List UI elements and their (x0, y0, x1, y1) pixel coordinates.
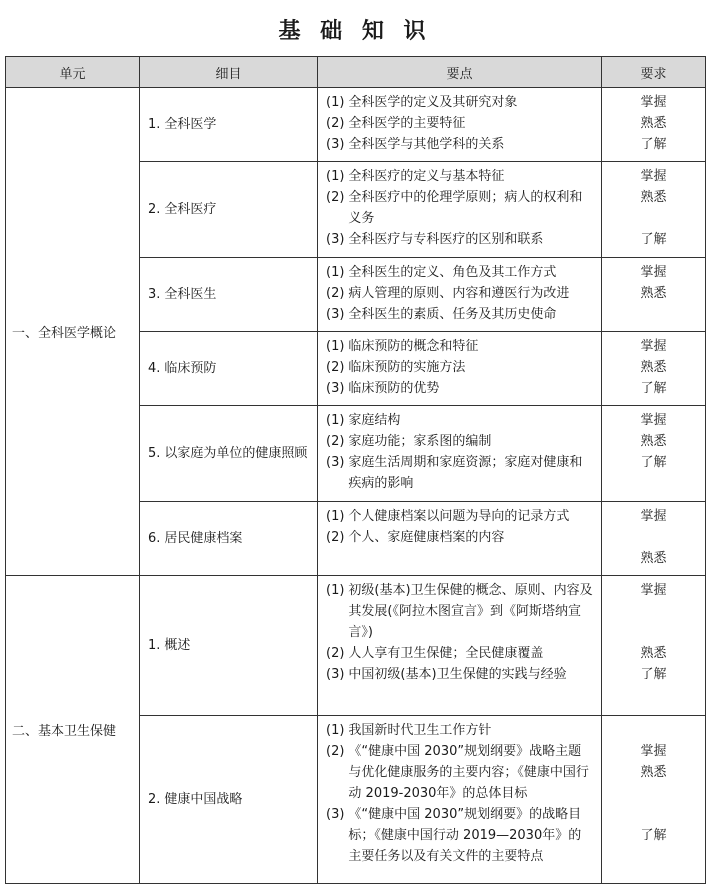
points-cell (318, 162, 602, 258)
point-number: (1) (326, 169, 345, 184)
point-number: (1) (326, 583, 345, 598)
item-entry (148, 358, 316, 380)
table-header-row (6, 57, 706, 88)
point-item (326, 187, 593, 229)
requirement-level: 掌握 (640, 169, 667, 184)
point-number: (3) (326, 381, 345, 396)
point-text: 临床预防的概念和特征 (348, 339, 479, 354)
table-row (6, 88, 706, 162)
item-number: 2. (148, 791, 161, 807)
item-entry (148, 199, 316, 221)
requirement-cell (602, 258, 706, 332)
requirement-level: 了解 (640, 667, 667, 682)
point-text: 病人管理的原则、内容和遵医行为改进 (348, 286, 570, 301)
requirement-level (603, 208, 704, 229)
point-item (326, 357, 593, 378)
point-number: (2) (326, 530, 345, 545)
requirement-level (603, 720, 704, 741)
point-item (326, 92, 593, 113)
requirement-level: 熟悉 (640, 116, 667, 131)
point-item (326, 741, 593, 804)
item-entry (148, 635, 316, 657)
point-number: (2) (326, 190, 345, 205)
point-text: 全科医学的主要特征 (348, 116, 466, 131)
table-body (6, 88, 706, 884)
header-requirement: 要求 (602, 57, 706, 88)
point-item (326, 527, 593, 548)
requirement-level (603, 622, 704, 643)
point-item (326, 283, 593, 304)
point-item (326, 720, 593, 741)
points-cell (318, 576, 602, 716)
point-number: (1) (326, 95, 345, 110)
point-text: 人人享有卫生保健；全民健康覆盖 (348, 646, 544, 661)
point-text: 家庭生活周期和家庭资源；家庭对健康和疾病的影响 (348, 455, 583, 491)
requirement-level: 掌握 (640, 744, 667, 759)
point-text: 家庭结构 (348, 413, 401, 428)
item-name: 概述 (164, 637, 191, 653)
point-number: (3) (326, 232, 345, 247)
item-number: 1. (148, 116, 161, 132)
table-row (6, 576, 706, 716)
point-text: 全科医疗的定义与基本特征 (348, 169, 505, 184)
points-cell (318, 502, 602, 576)
requirement-level: 掌握 (640, 265, 667, 280)
point-item (326, 134, 593, 155)
point-text: 全科医学的定义及其研究对象 (348, 95, 518, 110)
point-number: (2) (326, 646, 345, 661)
point-text: 《“健康中国 2030”规划纲要》的战略目标；《健康中国行动 2019—2030年》的主要任务以及有关文件的主要特点 (348, 807, 582, 864)
item-cell (140, 162, 318, 258)
point-number: (1) (326, 509, 345, 524)
header-item: 细目 (140, 57, 318, 88)
requirement-level: 了解 (640, 381, 667, 396)
point-text: 全科医疗与专科医疗的区别和联系 (348, 232, 544, 247)
syllabus-table (5, 56, 706, 884)
item-cell (140, 502, 318, 576)
item-cell (140, 88, 318, 162)
item-entry (148, 284, 316, 306)
point-number: (3) (326, 137, 345, 152)
requirement-level (603, 601, 704, 622)
requirement-level: 熟悉 (640, 286, 667, 301)
requirement-level: 掌握 (640, 509, 667, 524)
points-cell (318, 716, 602, 884)
point-text: 全科医疗中的伦理学原则；病人的权利和义务 (348, 190, 583, 226)
point-number: (1) (326, 413, 345, 428)
item-cell (140, 576, 318, 716)
point-number: (2) (326, 286, 345, 301)
point-number: (2) (326, 360, 345, 375)
item-number: 5. (148, 445, 161, 461)
requirement-cell (602, 576, 706, 716)
point-text: 全科医生的定义、角色及其工作方式 (348, 265, 557, 280)
requirement-level (603, 527, 704, 548)
point-item (326, 506, 593, 527)
point-item (326, 229, 593, 250)
item-name: 居民健康档案 (164, 530, 243, 546)
requirement-level (603, 783, 704, 804)
points-cell (318, 258, 602, 332)
item-cell (140, 258, 318, 332)
point-number: (2) (326, 744, 345, 759)
item-name: 全科医疗 (164, 201, 217, 217)
requirement-level: 熟悉 (640, 190, 667, 205)
point-number: (3) (326, 455, 345, 470)
item-name: 健康中国战略 (164, 791, 243, 807)
requirement-cell (602, 406, 706, 502)
point-number: (2) (326, 116, 345, 131)
item-entry (148, 443, 316, 465)
point-text: 个人、家庭健康档案的内容 (348, 530, 505, 545)
requirement-cell (602, 716, 706, 884)
point-item (326, 262, 593, 283)
points-cell (318, 406, 602, 502)
point-item (326, 643, 593, 664)
points-cell (318, 88, 602, 162)
point-number: (3) (326, 807, 345, 822)
points-cell (318, 332, 602, 406)
point-text: 家庭功能；家系图的编制 (348, 434, 492, 449)
point-item (326, 580, 593, 643)
requirement-cell (602, 502, 706, 576)
item-number: 1. (148, 637, 161, 653)
point-item (326, 452, 593, 494)
requirement-cell (602, 88, 706, 162)
point-item (326, 304, 593, 325)
point-text: 全科医生的素质、任务及其历史使命 (348, 307, 557, 322)
requirement-cell (602, 332, 706, 406)
item-number: 2. (148, 201, 161, 217)
point-number: (1) (326, 339, 345, 354)
point-number: (1) (326, 265, 345, 280)
page-title: 基 础 知 识 (278, 19, 432, 44)
point-item (326, 113, 593, 134)
requirement-level: 熟悉 (640, 434, 667, 449)
item-number: 3. (148, 286, 161, 302)
unit-cell (6, 88, 140, 576)
requirement-level: 了解 (640, 828, 667, 843)
unit-cell (6, 576, 140, 884)
point-text: 临床预防的实施方法 (348, 360, 466, 375)
point-item (326, 431, 593, 452)
point-item (326, 336, 593, 357)
point-text: 临床预防的优势 (348, 381, 440, 396)
item-cell (140, 716, 318, 884)
requirement-level: 掌握 (640, 339, 667, 354)
requirement-level: 了解 (640, 232, 667, 247)
item-number: 4. (148, 360, 161, 376)
point-number: (1) (326, 723, 345, 738)
unit-name: 二、基本卫生保健 (12, 724, 117, 739)
point-item (326, 804, 593, 867)
item-cell (140, 332, 318, 406)
point-item (326, 664, 593, 685)
requirement-level: 熟悉 (640, 360, 667, 375)
requirement-cell (602, 162, 706, 258)
item-name: 全科医生 (164, 286, 217, 302)
point-number: (3) (326, 667, 345, 682)
requirement-level: 熟悉 (640, 551, 667, 566)
item-name: 临床预防 (164, 360, 217, 376)
requirement-level: 了解 (640, 455, 667, 470)
requirement-level: 了解 (640, 137, 667, 152)
item-name: 全科医学 (164, 116, 217, 132)
item-name: 以家庭为单位的健康照顾 (164, 445, 308, 461)
requirement-level (603, 804, 704, 825)
point-item (326, 378, 593, 399)
header-unit: 单元 (6, 57, 140, 88)
item-number: 6. (148, 530, 161, 546)
item-entry (148, 114, 316, 136)
point-item (326, 166, 593, 187)
item-entry (148, 528, 316, 550)
point-text: 中国初级(基本)卫生保健的实践与经验 (348, 667, 567, 682)
requirement-level: 熟悉 (640, 646, 667, 661)
unit-name: 一、全科医学概论 (12, 326, 117, 341)
header-points: 要点 (318, 57, 602, 88)
requirement-level: 掌握 (640, 95, 667, 110)
point-text: 初级(基本)卫生保健的概念、原则、内容及其发展(《阿拉木图宣言》到《阿斯塔纳宣言》) (348, 583, 593, 640)
point-number: (3) (326, 307, 345, 322)
point-text: 全科医学与其他学科的关系 (348, 137, 505, 152)
item-entry (148, 789, 316, 811)
point-text: 《“健康中国 2030”规划纲要》战略主题与优化健康服务的主要内容；《健康中国行动 2019-2030年》的总体目标 (348, 744, 589, 801)
point-number: (2) (326, 434, 345, 449)
point-text: 个人健康档案以问题为导向的记录方式 (348, 509, 570, 524)
requirement-level: 掌握 (640, 413, 667, 428)
requirement-level: 掌握 (640, 583, 667, 598)
requirement-level: 熟悉 (640, 765, 667, 780)
item-cell (140, 406, 318, 502)
point-item (326, 410, 593, 431)
point-text: 我国新时代卫生工作方针 (348, 723, 492, 738)
